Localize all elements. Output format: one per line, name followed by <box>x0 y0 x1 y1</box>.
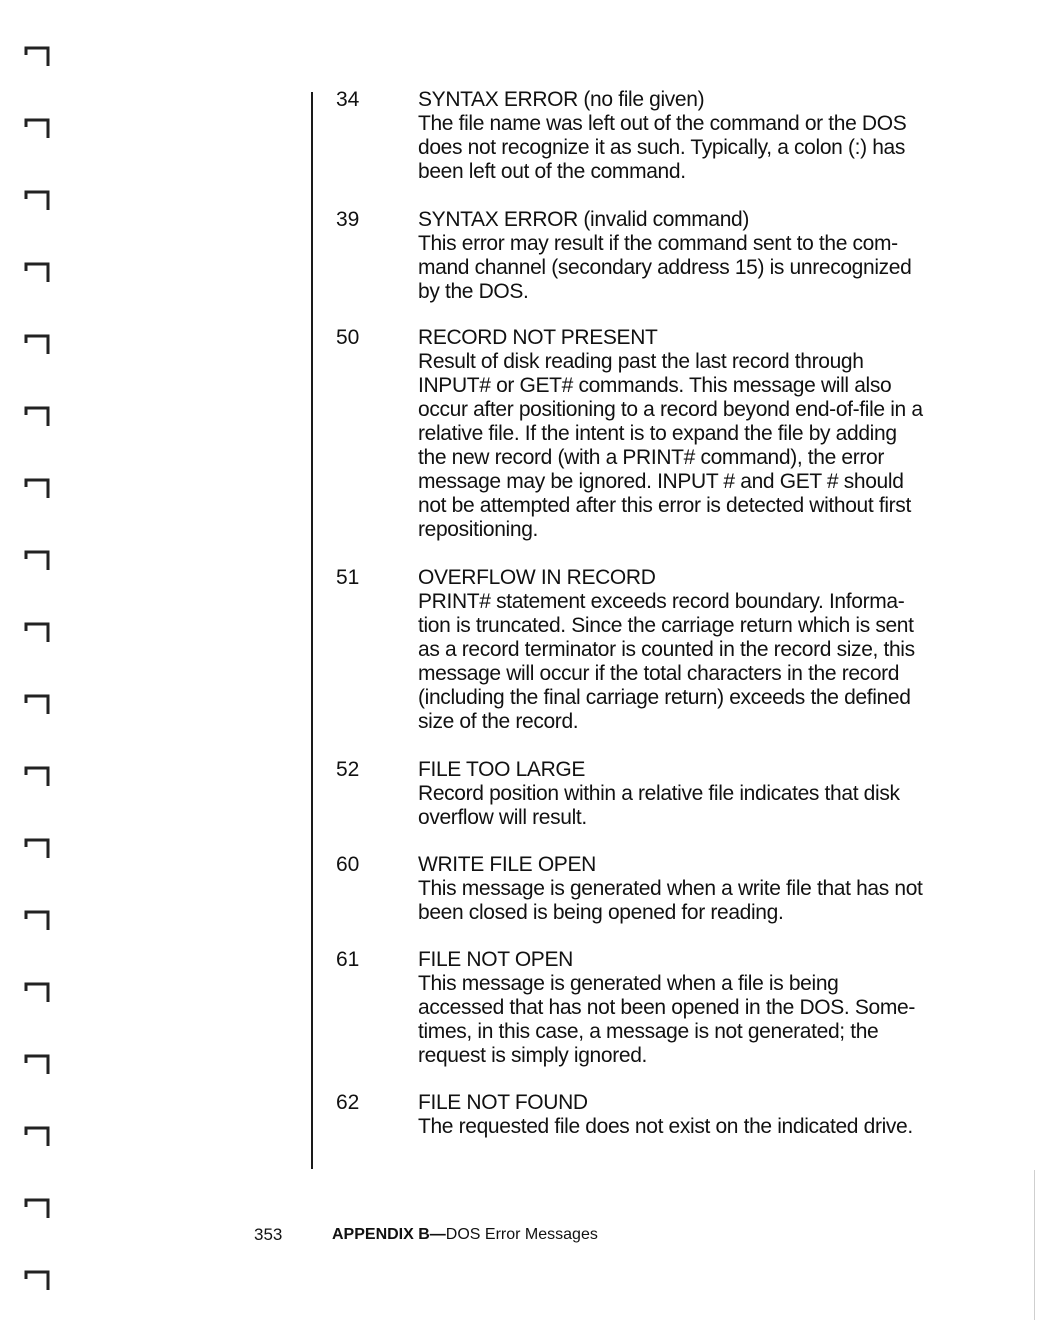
error-entry-34 <box>336 88 956 208</box>
error-code: 61 <box>336 948 360 971</box>
error-text <box>418 1091 956 1139</box>
error-title: FILE TOO LARGE <box>418 758 586 781</box>
error-title: FILE NOT FOUND <box>418 1091 588 1114</box>
error-description: PRINT# statement exceeds record boundary. Informa- tion is truncated. Since the carriage return which is sent as a record terminator is counted in the record size, this message will occur if the total characters in the record (including the final carriage return) exceeds the defined size of the record. <box>418 590 915 733</box>
error-text <box>418 566 956 734</box>
error-entry-51 <box>336 566 956 758</box>
error-code: 52 <box>336 758 360 781</box>
error-entry-52 <box>336 758 956 853</box>
error-entry-62 <box>336 1091 956 1141</box>
error-description: The file name was left out of the command or the DOS does not recognize it as such. Typically, a colon (:) has been left out of the command. <box>418 112 907 183</box>
error-title: WRITE FILE OPEN <box>418 853 596 876</box>
error-description: This message is generated when a file is being accessed that has not been opened in the DOS. Some- times, in this case, a message is not generated; the request is simply ignored. <box>418 972 915 1067</box>
error-title: FILE NOT OPEN <box>418 948 573 971</box>
spiral-binding-marks <box>14 0 54 1340</box>
error-text <box>418 758 956 830</box>
error-text <box>418 326 956 542</box>
binding-holes-graphic <box>14 0 54 1340</box>
page-number: 353 <box>254 1225 283 1244</box>
error-title: SYNTAX ERROR (no file given) <box>418 88 705 111</box>
running-footer <box>332 1225 598 1245</box>
error-title: OVERFLOW IN RECORD <box>418 566 656 589</box>
page-edge-line <box>1034 1170 1035 1320</box>
error-code: 51 <box>336 566 360 589</box>
error-entry-61 <box>336 948 956 1091</box>
appendix-label: APPENDIX B— <box>332 1226 446 1243</box>
error-title: RECORD NOT PRESENT <box>418 326 658 349</box>
error-message-list <box>336 88 956 1141</box>
left-vertical-rule <box>311 92 313 1169</box>
error-description: Record position within a relative file indicates that disk overflow will result. <box>418 782 900 829</box>
section-title: DOS Error Messages <box>445 1226 598 1243</box>
error-description: This message is generated when a write file that has not been closed is being opened for reading. <box>418 877 923 924</box>
error-code: 39 <box>336 208 360 231</box>
error-entry-50 <box>336 326 956 566</box>
error-code: 50 <box>336 326 360 349</box>
error-code: 60 <box>336 853 360 876</box>
error-entry-60 <box>336 853 956 948</box>
error-code: 62 <box>336 1091 360 1114</box>
error-text <box>418 853 956 925</box>
error-text <box>418 948 956 1068</box>
error-description: The requested file does not exist on the indicated drive. <box>418 1115 913 1138</box>
error-title: SYNTAX ERROR (invalid command) <box>418 208 750 231</box>
error-description: Result of disk reading past the last record through INPUT# or GET# commands. This message will also occur after positioning to a record beyond end-of-file in a relative file. If the intent is to expand the file by adding the new record (with a PRINT# command), the error message may be ignored. INPUT # and GET # should not be attempted after this error is detected without first repositioning. <box>418 350 923 541</box>
error-description: This error may result if the command sent to the com- mand channel (secondary address 15) is unrecognized by the DOS. <box>418 232 912 303</box>
error-code: 34 <box>336 88 360 111</box>
error-text <box>418 208 956 304</box>
error-entry-39 <box>336 208 956 326</box>
error-text <box>418 88 956 184</box>
